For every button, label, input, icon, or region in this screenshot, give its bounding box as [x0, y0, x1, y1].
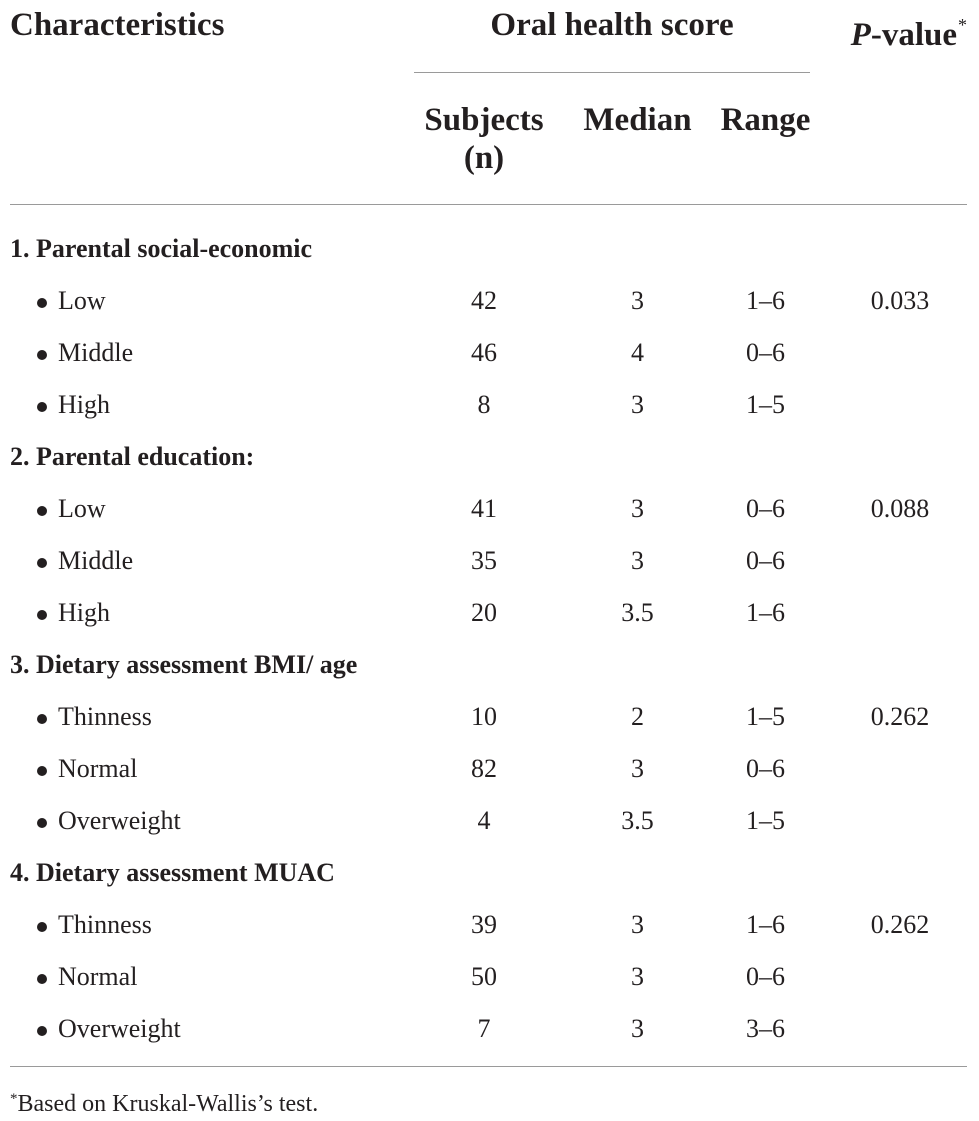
p-value-cell: 0.262 [870, 702, 930, 731]
header-p-value [851, 5, 967, 55]
row-label: Overweight [58, 806, 181, 835]
bullet-icon [37, 350, 47, 360]
subjects-cell: 35 [471, 546, 497, 575]
row-label: Middle [58, 546, 134, 575]
subjects-cell: 20 [471, 598, 497, 627]
group-title: 1. Parental social-economic [10, 234, 313, 263]
table-row [0, 379, 979, 431]
bullet-icon [37, 402, 47, 412]
range-cell: 1–6 [746, 286, 785, 315]
group-title: 2. Parental education: [10, 442, 255, 471]
median-cell: 3 [631, 962, 644, 991]
median-cell: 3 [631, 286, 644, 315]
bullet-icon [37, 298, 47, 308]
row-label: Thinness [58, 910, 152, 939]
row-label: High [58, 598, 110, 627]
row-label: Middle [58, 338, 134, 367]
table-row [0, 1003, 979, 1055]
header-p-value-rest: -value [870, 17, 957, 53]
bullet-icon [37, 922, 47, 932]
bullet-icon [37, 558, 47, 568]
row-label: Low [58, 286, 106, 315]
subjects-cell: 4 [477, 806, 491, 835]
row-label: Normal [58, 962, 138, 991]
median-cell: 4 [631, 338, 644, 367]
subjects-cell: 10 [471, 702, 497, 731]
header-p-value-letter: P [850, 17, 871, 53]
table-row [0, 951, 979, 1003]
row-label: Thinness [58, 702, 152, 731]
table-row [0, 483, 979, 535]
range-cell: 0–6 [746, 754, 785, 783]
group-row [0, 639, 979, 691]
group-row [0, 223, 979, 275]
table-row [0, 587, 979, 639]
median-cell: 3 [631, 910, 644, 939]
bullet-icon [37, 714, 47, 724]
median-cell: 3.5 [621, 598, 654, 627]
range-cell: 3–6 [746, 1014, 785, 1043]
bullet-icon [37, 974, 47, 984]
range-cell: 1–5 [746, 390, 785, 419]
subjects-cell: 41 [471, 494, 497, 523]
group-title: 4. Dietary assessment MUAC [10, 858, 335, 887]
table-row [0, 899, 979, 951]
row-label: Low [58, 494, 106, 523]
table-row [0, 327, 979, 379]
row-label: Overweight [58, 1014, 181, 1043]
median-cell: 3 [631, 390, 644, 419]
table-row [0, 275, 979, 327]
table-row [0, 743, 979, 795]
median-cell: 3 [631, 494, 644, 523]
range-cell: 0–6 [746, 962, 785, 991]
range-cell: 1–5 [746, 806, 785, 835]
range-cell: 1–5 [746, 702, 785, 731]
footer-divider [10, 1066, 967, 1067]
subjects-cell: 39 [471, 910, 497, 939]
header-subjects [414, 101, 554, 177]
subjects-cell: 82 [471, 754, 497, 783]
footnote-mark: * [10, 1091, 18, 1107]
range-cell: 0–6 [746, 494, 785, 523]
oral-health-score-divider [414, 72, 810, 73]
median-cell: 2 [631, 702, 644, 731]
range-cell: 1–6 [746, 598, 785, 627]
bullet-icon [37, 766, 47, 776]
group-title: 3. Dietary assessment BMI/ age [10, 650, 358, 679]
group-row [0, 431, 979, 483]
row-label: Normal [58, 754, 138, 783]
median-cell: 3 [631, 1014, 644, 1043]
subjects-cell: 8 [477, 390, 491, 419]
bullet-icon [37, 506, 47, 516]
header-divider [10, 204, 967, 205]
range-cell: 0–6 [746, 338, 785, 367]
bullet-icon [37, 818, 47, 828]
table-row [0, 691, 979, 743]
table-row [0, 795, 979, 847]
table-body [0, 223, 979, 1055]
table-row [0, 535, 979, 587]
p-value-cell: 0.262 [870, 910, 930, 939]
subjects-cell: 7 [477, 1014, 491, 1043]
bullet-icon [37, 610, 47, 620]
p-value-cell: 0.088 [870, 494, 930, 523]
header-subjects-line2: (n) [463, 140, 505, 176]
header-characteristics: Characteristics [10, 7, 225, 43]
header-median: Median [583, 102, 692, 138]
subjects-cell: 42 [471, 286, 497, 315]
footnote [10, 1083, 318, 1120]
header-subjects-line1: Subjects [424, 102, 544, 138]
subjects-cell: 46 [471, 338, 497, 367]
median-cell: 3.5 [621, 806, 654, 835]
footnote-text: Based on Kruskal-Wallis’s test. [17, 1091, 319, 1117]
group-row [0, 847, 979, 899]
header-p-value-mark: * [958, 15, 967, 35]
row-label: High [58, 390, 110, 419]
header-range: Range [720, 102, 811, 138]
range-cell: 0–6 [746, 546, 785, 575]
range-cell: 1–6 [746, 910, 785, 939]
p-value-cell: 0.033 [870, 286, 930, 315]
header-oral-health-score: Oral health score [490, 7, 734, 43]
subjects-cell: 50 [471, 962, 497, 991]
median-cell: 3 [631, 546, 644, 575]
median-cell: 3 [631, 754, 644, 783]
bullet-icon [37, 1026, 47, 1036]
